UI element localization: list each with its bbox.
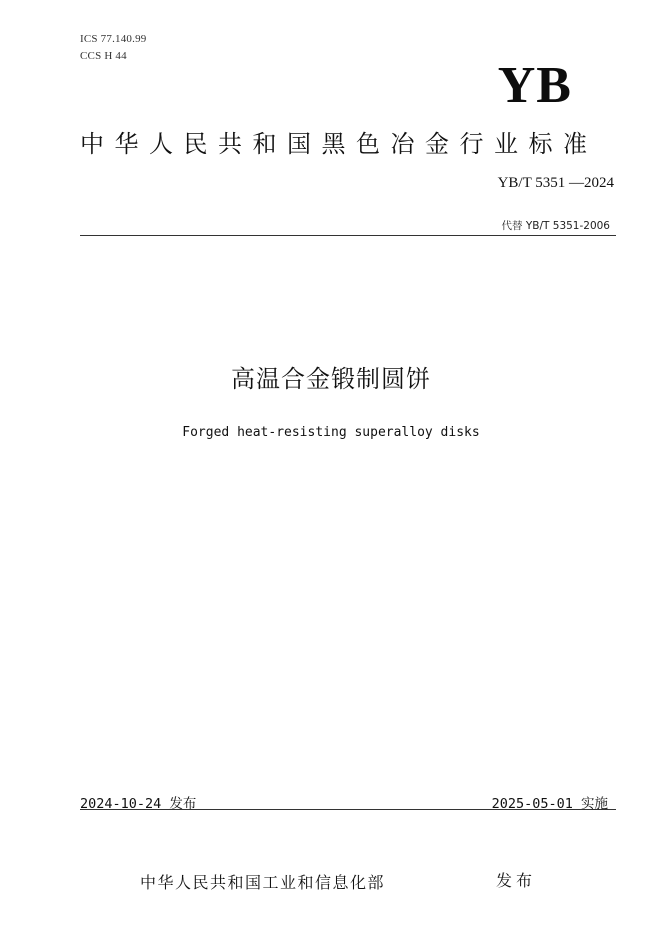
- yb-logo: YB: [497, 57, 572, 114]
- issue-date: 2024-10-24 发布: [80, 796, 197, 812]
- ics-code: ICS 77.140.99: [80, 33, 147, 45]
- document-title-english: Forged heat-resisting superalloy disks: [182, 425, 480, 440]
- standard-category-title: 中华人民共和国黑色冶金行业标准: [80, 130, 598, 158]
- issue-action-label: 发布: [496, 871, 537, 890]
- standard-number: YB/T 5351 —2024: [497, 175, 614, 191]
- header-divider: [80, 235, 616, 236]
- document-title-chinese: 高温合金锻制圆饼: [231, 365, 431, 393]
- ccs-code: CCS H 44: [80, 50, 127, 62]
- replaces-standard: 代替 YB/T 5351-2006: [501, 220, 610, 232]
- issuing-authority: 中华人民共和国工业和信息化部: [140, 873, 386, 892]
- dates-divider: [80, 809, 616, 810]
- effective-date: 2025-05-01 实施: [491, 796, 608, 812]
